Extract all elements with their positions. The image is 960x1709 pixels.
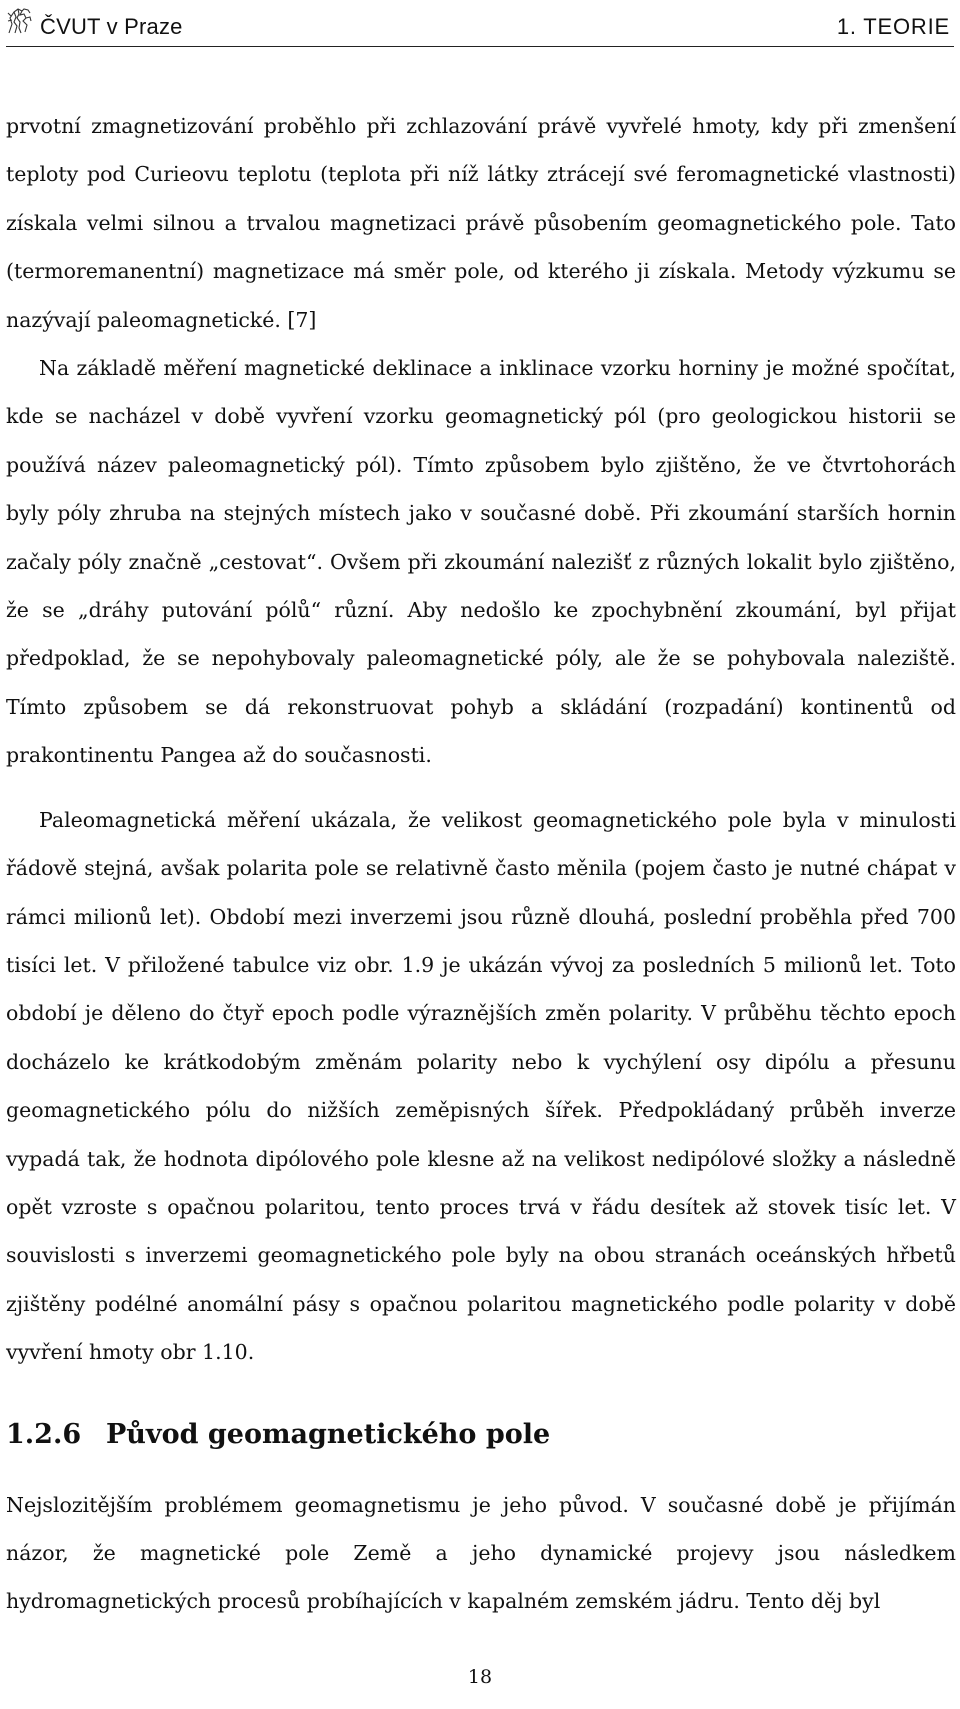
header-chapter-title: 1. TEORIE [836, 14, 950, 39]
page-content [6, 102, 956, 1626]
section-title: Původ geomagnetického pole [106, 1418, 551, 1450]
header-university-name: ČVUT v Praze [40, 14, 183, 39]
section-heading [6, 1415, 956, 1455]
paragraph-magnetization: prvotní zmagnetizování proběhlo při zchlazování právě vyvřelé hmoty, kdy při zmenšení teploty pod Curieovu teplotu (teplota při níž látky ztrácejí své feromagnetické vlastnosti) získala velmi silnou a trvalou magnetizaci právě působením geomagnetického pole. Tato (termoremanentní) magnetizace má směr pole, od kterého ji získala. Metody výzkumu se nazývají paleomagnetické. [7] [6, 114, 956, 332]
paragraph-paleomagnetic-measurements: Paleomagnetická měření ukázala, že velikost geomagnetického pole byla v minulosti řádově stejná, avšak polarita pole se relativně často měnila (pojem často je nutné chápat v rámci milionů let). Období mezi inverzemi jsou různě dlouhá, poslední proběhla před 700 tisíci let. V přiložené tabulce viz obr. 1.9 je ukázán vývoj za posledních 5 milionů let. Toto období je děleno do čtyř epoch podle výraznějších změn polarity. V průběhu těchto epoch docházelo ke krátkodobým změnám polarity nebo k vychýlení osy dipólu a přesunu geomagnetického pólu do nižších zeměpisných šířek. Předpokládaný průběh inverze vypadá tak, že hodnota dipólového pole klesne až na velikost nedipólové složky a následně opět vzroste s opačnou polaritou, tento proces trvá v řádu desítek až stovek tisíc let. V souvislosti s inverzemi geomagnetického pole byly na obou stranách oceánských hřbetů zjištěny podélné anomální pásy s opačnou polaritou magnetického podle polarity v době vyvření hmoty obr 1.10. [6, 807, 956, 1365]
paragraph-measurement: Na základě měření magnetické deklinace a inklinace vzorku horniny je možné spočítat, kde se nacházel v době vyvření vzorku geomagnetický pól (pro geologickou historii se používá název paleomagnetický pól). Tímto způsobem bylo zjištěno, že ve čtvrtohorách byly póly zhruba na stejných místech jako v současné době. Při zkoumání starších hornin začaly póly značně „cestovat“. Ovšem při zkoumání nalezišť z různých lokalit bylo zjištěno, že se „dráhy putování pólů“ různí. Aby nedošlo ke zpochybnění zkoumání, byl přijat předpoklad, že se nepohybovaly paleomagnetické póly, ale že se pohybovala naleziště. Tímto způsobem se dá rekonstruovat pohyb a skládání (rozpadání) kontinentů od prakontinentu Pangea až do současnosti. [6, 356, 956, 768]
cvut-lion-logo-icon [6, 6, 34, 36]
section-number: 1.2.6 [6, 1418, 82, 1450]
paragraph-origin: Nejslozitějším problémem geomagnetismu je jeho původ. V současné době je přijímán názor, že magnetické pole Země a jeho dynamické projevy jsou následkem hydromagnetických procesů probíhajících v kapalném zemském jádru. Tento děj byl [6, 1492, 956, 1614]
page-number: 18 [467, 1666, 493, 1688]
running-header [6, 4, 954, 47]
